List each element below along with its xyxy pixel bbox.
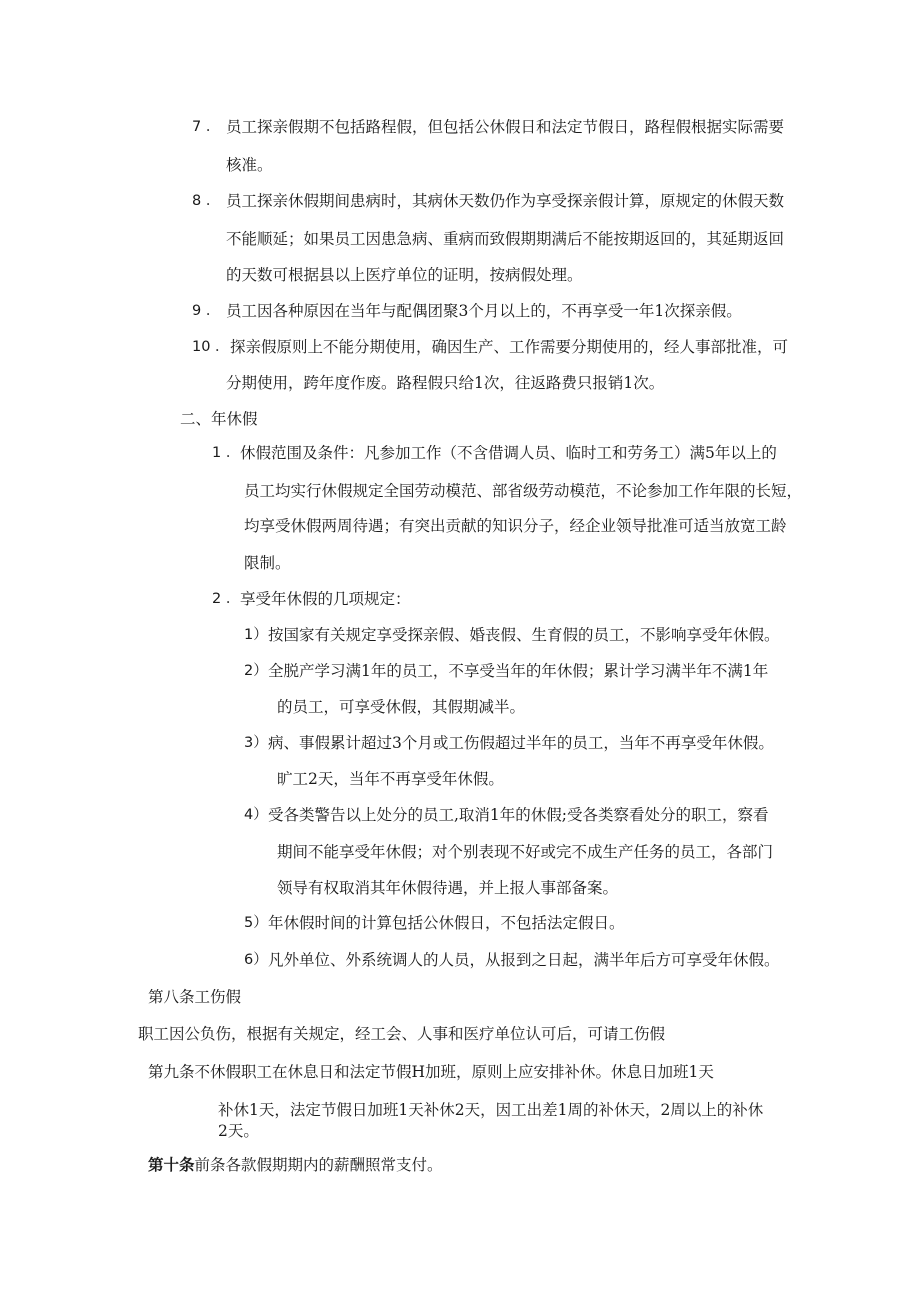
item-8-line-3: 的天数可根据县以上医疗单位的证明，按病假处理。 xyxy=(226,266,583,284)
rule-2-number: 2） xyxy=(244,663,268,679)
section-heading-annual-leave: 二、年休假 xyxy=(180,410,258,428)
annual-2-number: 2 ． xyxy=(212,591,241,607)
item-9-line-1: 员工因各种原因在当年与配偶团聚3个月以上的，不再享受一年1次探亲假。 xyxy=(226,302,742,320)
rule-2-line-2: 的员工，可享受休假，其假期减半。 xyxy=(277,698,526,716)
item-7-number: 7 ． xyxy=(192,119,221,135)
annual-2-line-1: 享受年休假的几项规定： xyxy=(240,590,411,608)
item-10-number: 10 ． xyxy=(192,339,230,355)
article-10-body: 前条各款假期期内的薪酬照常支付。 xyxy=(194,1156,443,1174)
rule-4-line-2: 期间不能享受年休假；对个别表现不好或完不成生产任务的员工，各部门 xyxy=(277,843,774,861)
article-8-title: 第八条工伤假 xyxy=(148,988,242,1006)
rule-3-line-2: 旷工2天，当年不再享受年休假。 xyxy=(277,770,504,788)
article-10-label: 第十条 xyxy=(148,1155,195,1174)
article-9-line-1: 第九条不休假职工在休息日和法定节假H加班，原则上应安排补休。休息日加班1天 xyxy=(148,1063,714,1081)
item-10-line-1: 探亲假原则上不能分期使用，确因生产、工作需要分期使用的，经人事部批准，可 xyxy=(230,338,789,356)
rule-1-number: 1） xyxy=(244,627,268,643)
rule-3-number: 3） xyxy=(244,735,268,751)
item-8-number: 8 ． xyxy=(192,193,221,209)
rule-5-line-1: 年休假时间的计算包括公休假日，不包括法定假日。 xyxy=(268,914,625,932)
item-7-line-2: 核准。 xyxy=(226,156,273,174)
annual-1-number: 1 ． xyxy=(212,445,241,461)
article-10 xyxy=(148,1155,443,1175)
item-8-line-1: 员工探亲休假期间患病时，其病休天数仍作为享受探亲假计算，原规定的休假天数 xyxy=(226,192,785,210)
annual-1-line-4: 限制。 xyxy=(244,554,291,572)
article-9-line-3: 2天。 xyxy=(218,1122,259,1140)
rule-2-line-1: 全脱产学习满1年的员工，不享受当年的年休假；累计学习满半年不满1年 xyxy=(268,662,769,680)
rule-6-number: 6） xyxy=(244,952,268,968)
rule-3-line-1: 病、事假累计超过3个月或工伤假超过半年的员工，当年不再享受年休假。 xyxy=(268,734,774,752)
annual-1-line-1: 休假范围及条件：凡参加工作（不含借调人员、临时工和劳务工）满5年以上的 xyxy=(240,444,777,462)
annual-1-line-2: 员工均实行休假规定全国劳动模范、部省级劳动模范，不论参加工作年限的长短， xyxy=(244,482,803,500)
item-9-number: 9 ． xyxy=(192,303,221,319)
article-8-body: 职工因公负伤，根据有关规定，经工会、人事和医疗单位认可后，可请工伤假 xyxy=(138,1025,666,1043)
rule-6-line-1: 凡外单位、外系统调人的人员，从报到之日起，满半年后方可享受年休假。 xyxy=(268,951,780,969)
annual-1-line-3: 均享受休假两周待遇；有突出贡献的知识分子，经企业领导批准可适当放宽工龄 xyxy=(244,517,787,535)
rule-5-number: 5） xyxy=(244,915,268,931)
item-10-line-2: 分期使用，跨年度作废。路程假只给1次，往返路费只报销1次。 xyxy=(226,374,665,392)
item-8-line-2: 不能顺延；如果员工因患急病、重病而致假期期满后不能按期返回的，其延期返回 xyxy=(226,230,785,248)
item-7-line-1: 员工探亲假期不包括路程假，但包括公休假日和法定节假日，路程假根据实际需要 xyxy=(226,118,785,136)
rule-1-line-1: 按国家有关规定享受探亲假、婚丧假、生育假的员工，不影响享受年休假。 xyxy=(268,626,780,644)
article-9-line-2: 补休1天，法定节假日加班1天补休2天，因工出差1周的补休天，2周以上的补休 xyxy=(218,1101,764,1119)
rule-4-number: 4） xyxy=(244,807,268,823)
rule-4-line-3: 领导有权取消其年休假待遇，并上报人事部备案。 xyxy=(277,879,619,897)
rule-4-line-1: 受各类警告以上处分的员工,取消1年的休假;受各类察看处分的职工，察看 xyxy=(268,806,769,824)
